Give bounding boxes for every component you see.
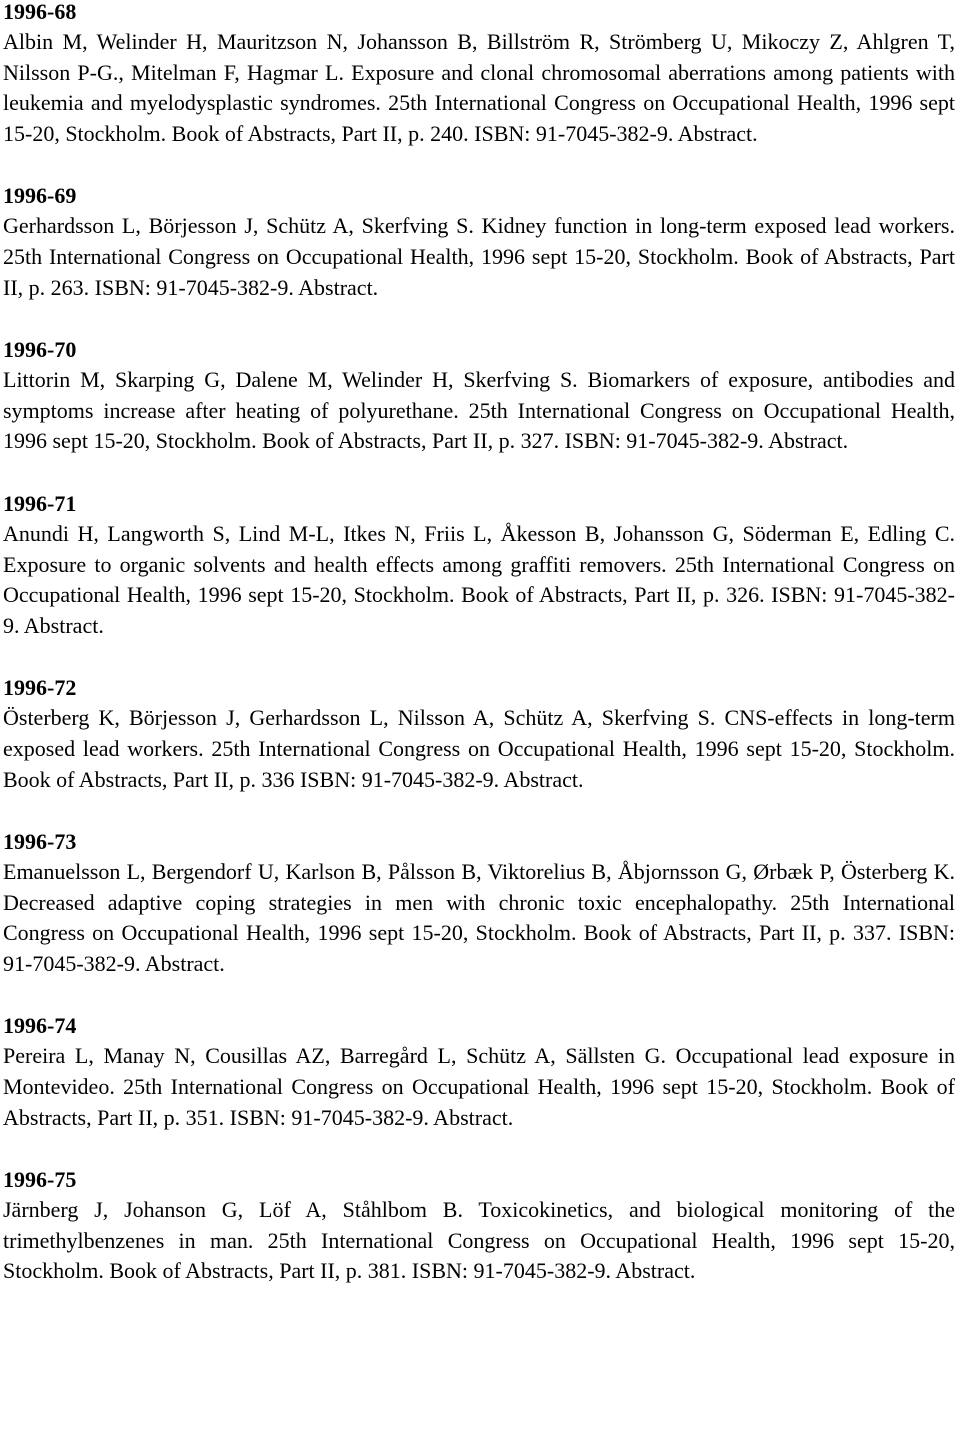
entry-id: 1996-68 [3,0,77,24]
publication-entry [3,1011,955,1133]
entry-citation: Anundi H, Langworth S, Lind M-L, Itkes N, Friis L, Åkesson B, Johansson G, Söderman E, Edling C. Exposure to organic solvents and health effects among graffiti removers. 25th International Congress on Occupational Health, 1996 sept 15-20, Stockholm. Book of Abstracts, Part II, p. 326. ISBN: 91-7045-382-9. Abstract. [3,520,955,638]
publication-entry [3,673,955,795]
publication-entry [3,489,955,641]
publication-entry [3,0,955,149]
entry-citation: Österberg K, Börjesson J, Gerhardsson L, Nilsson A, Schütz A, Skerfving S. CNS-effects in long-term exposed lead workers. 25th International Congress on Occupational Health, 1996 sept 15-20, Stockholm. Book of Abstracts, Part II, p. 336 ISBN: 91-7045-382-9. Abstract. [3,705,955,792]
entry-id: 1996-75 [3,1167,77,1193]
entry-id: 1996-73 [3,829,77,855]
publication-entry [3,335,955,457]
publication-list [3,0,955,1287]
entry-citation: Albin M, Welinder H, Mauritzson N, Johansson B, Billström R, Strömberg U, Mikoczy Z, Ahlgren T, Nilsson P-G., Mitelman F, Hagmar L. Exposure and clonal chromosomal aberrations among patients with leukemia and myelodysplastic syndromes. 25th International Congress on Occupational Health, 1996 sept 15-20, Stockholm. Book of Abstracts, Part II, p. 240. ISBN: 91-7045-382-9. Abstract. [3,29,955,146]
entry-id: 1996-72 [3,675,77,701]
publication-entry [3,181,955,303]
entry-citation: Gerhardsson L, Börjesson J, Schütz A, Skerfving S. Kidney function in long-term exposed lead workers. 25th International Congress on Occupational Health, 1996 sept 15-20, Stockholm. Book of Abstracts, Part II, p. 263. ISBN: 91-7045-382-9. Abstract. [3,213,955,300]
entry-id: 1996-74 [3,1013,77,1039]
entry-id: 1996-71 [3,490,77,516]
publication-entry [3,827,955,979]
publication-entry [3,1165,955,1287]
entry-citation: Littorin M, Skarping G, Dalene M, Welinder H, Skerfving S. Biomarkers of exposure, antibodies and symptoms increase after heating of polyurethane. 25th International Congress on Occupational Health, 1996 sept 15-20, Stockholm. Book of Abstracts, Part II, p. 327. ISBN: 91-7045-382-9. Abstract. [3,367,955,454]
entry-id: 1996-70 [3,337,77,363]
entry-id: 1996-69 [3,183,77,209]
entry-citation: Pereira L, Manay N, Cousillas AZ, Barregård L, Schütz A, Sällsten G. Occupational lead exposure in Montevideo. 25th International Congress on Occupational Health, 1996 sept 15-20, Stockholm. Book of Abstracts, Part II, p. 351. ISBN: 91-7045-382-9. Abstract. [3,1043,955,1130]
entry-citation: Emanuelsson L, Bergendorf U, Karlson B, Pålsson B, Viktorelius B, Åbjornsson G, Ørbæk P, Österberg K. Decreased adaptive coping strategies in men with chronic toxic encephalopathy. 25th International Congress on Occupational Health, 1996 sept 15-20, Stockholm. Book of Abstracts, Part II, p. 337. ISBN: 91-7045-382-9. Abstract. [3,859,955,976]
entry-citation: Järnberg J, Johanson G, Löf A, Ståhlbom B. Toxicokinetics, and biological monitoring of the trimethylbenzenes in man. 25th International Congress on Occupational Health, 1996 sept 15-20, Stockholm. Book of Abstracts, Part II, p. 381. ISBN: 91-7045-382-9. Abstract. [3,1197,955,1284]
